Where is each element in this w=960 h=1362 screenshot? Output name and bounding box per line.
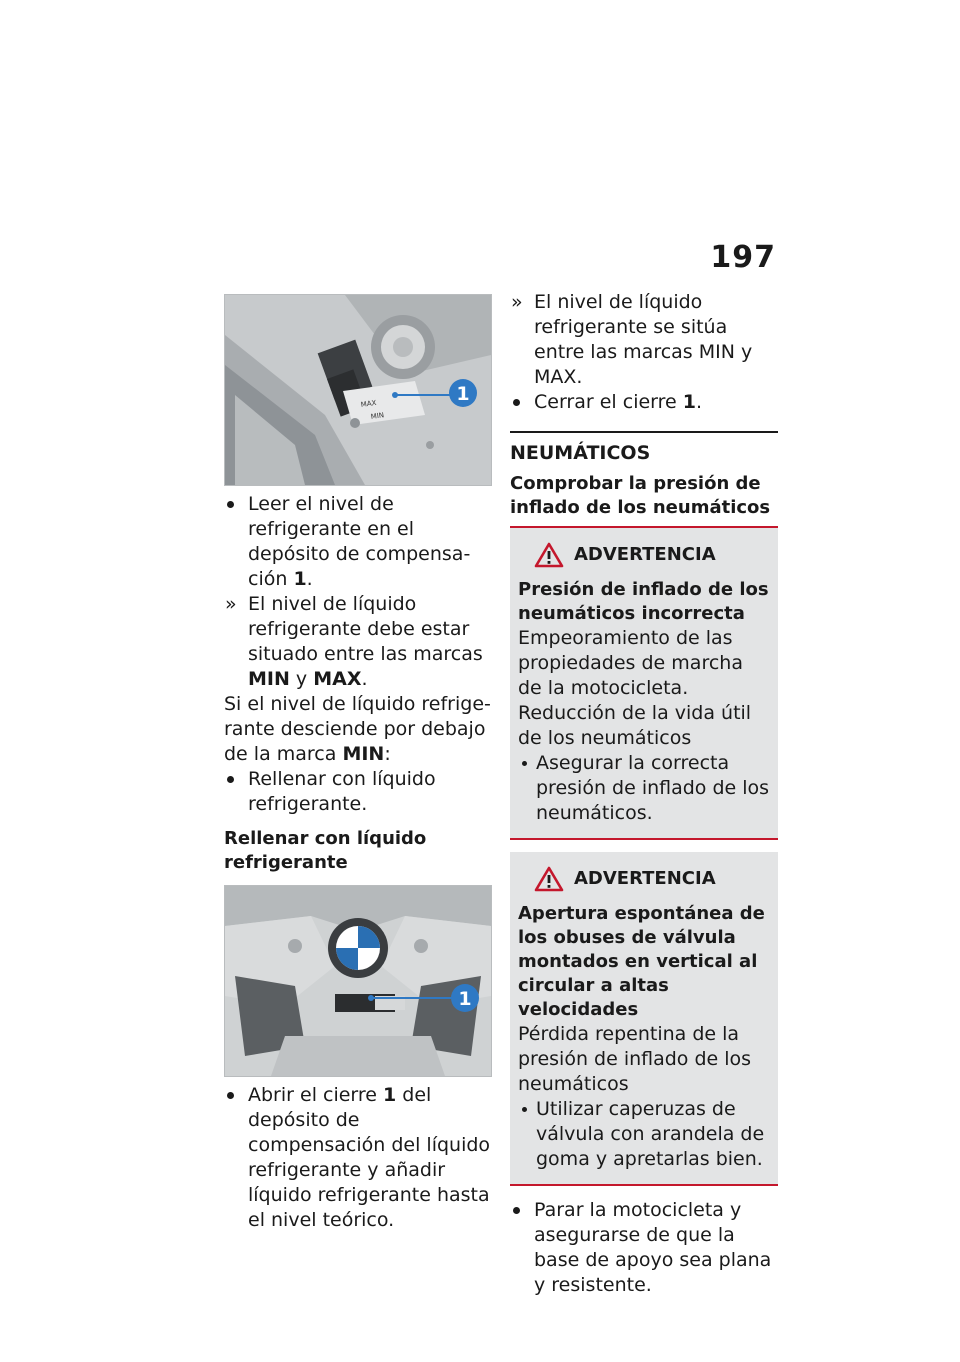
park-step: Parar la motocicleta y asegurarse de que la base de apoyo sea plana y resistente.: [510, 1198, 778, 1298]
level-result: » El nivel de líquido refrigerante debe estar situado entre las marcas MIN y MAX.: [224, 592, 492, 692]
warning-action: Utilizar caperuzas de válvula con arandela de goma y apretarlas bien.: [518, 1097, 770, 1172]
warning-box-pressure: [510, 528, 778, 840]
warning-body: Empeoramiento de las propiedades de marcha de la motocicleta. Reducción de la vida útil de los neumáticos: [518, 627, 752, 749]
refill-step: Rellenar con líquido refrigerante.: [224, 767, 492, 817]
warning-action: Asegurar la correcta presión de inflado de los neumáticos.: [518, 751, 770, 826]
level-between-result: » El nivel de líquido refrigerante se sitúa entre las marcas MIN y MAX.: [510, 290, 778, 390]
close-cap-step: Cerrar el cierre 1.: [510, 390, 778, 415]
warning-header: [534, 542, 770, 568]
coolant-reservoir-photo: [224, 294, 492, 486]
topic-title: Comprobar la presión de inflado de los neumáticos: [510, 472, 778, 528]
warning-body: Pérdida repentina de la presión de inflado de los neumáticos: [518, 1023, 752, 1095]
open-cap-step: Abrir el cierre 1 del depósito de compensación del líquido refrigerante y añadir líquido refrigerante hasta el nivel teórico.: [224, 1083, 492, 1233]
warning-triangle-icon: [534, 542, 564, 568]
refill-subheading: Rellenar con líquido refrigerante: [224, 828, 427, 873]
warning-label: ADVERTENCIA: [574, 544, 716, 565]
callout-1: 1: [456, 383, 470, 405]
left-column: [224, 294, 492, 1233]
warning-title: Presión de inflado de los neumáticos incorrecta: [518, 579, 769, 624]
min-mark-label: MIN: [370, 411, 385, 421]
section-title: NEUMÁTICOS: [510, 431, 778, 466]
right-column: [510, 290, 778, 1298]
callout-1-second: 1: [458, 988, 472, 1010]
warning-header: [534, 866, 770, 892]
warning-title: Apertura espontánea de los obuses de válvula montados en vertical al circular a altas velocidades: [518, 903, 765, 1020]
warning-triangle-icon: [534, 866, 564, 892]
coolant-filler-photo: [224, 885, 492, 1077]
page-number: 197: [710, 240, 776, 275]
read-level-step: Leer el nivel de refrigerante en el depósito de compensación 1.: [224, 492, 492, 592]
warning-label: ADVERTENCIA: [574, 868, 716, 889]
max-mark-label: MAX: [360, 398, 377, 409]
warning-box-valve: [510, 852, 778, 1186]
condition-text: Si el nivel de líquido refrigerante desciende por debajo de la marca MIN:: [224, 693, 491, 765]
